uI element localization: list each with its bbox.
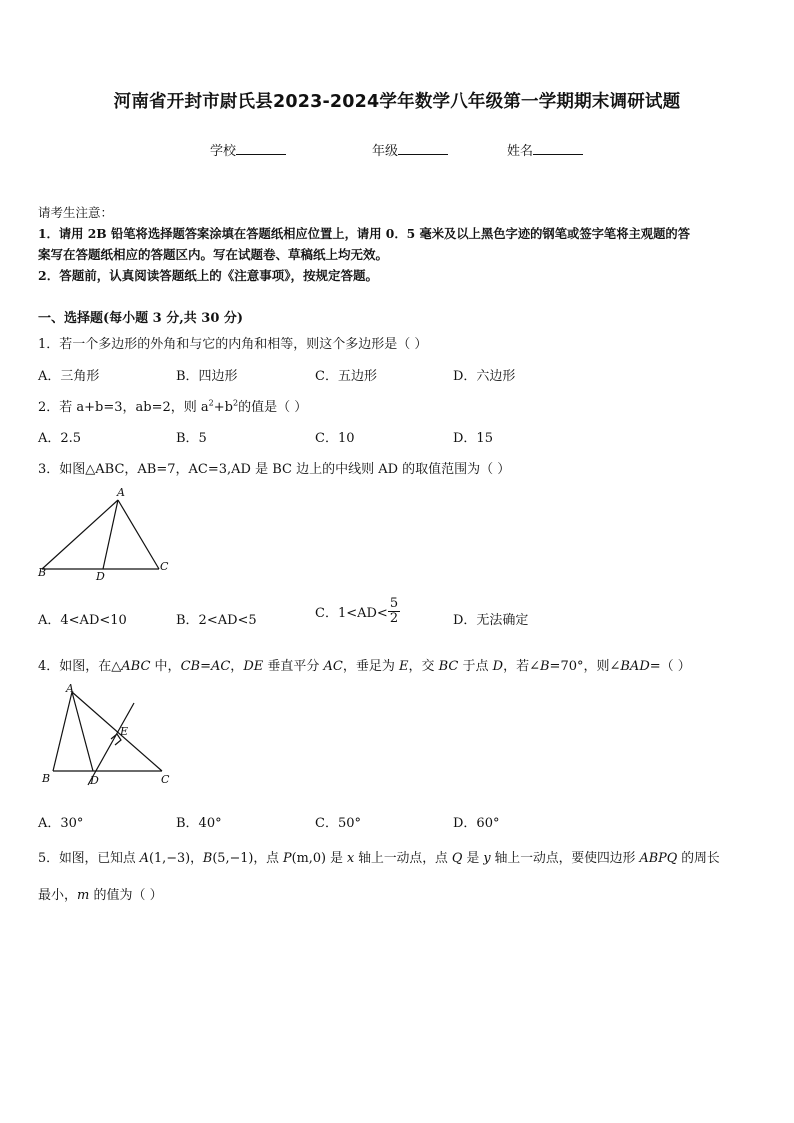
q3-triangle-figure [34, 484, 179, 584]
q5-s6: 是 [462, 851, 484, 866]
q4-option-d: D．60° [453, 816, 500, 831]
q5-s8: 的周长 [677, 851, 720, 866]
q4-d: D [492, 659, 504, 674]
q4-option-b: B．40° [176, 816, 222, 831]
q5-stem-line2 [38, 884, 163, 903]
q5-coord-a: (1,−3) [149, 851, 191, 866]
q3-label-d: D [96, 570, 105, 583]
q5-line2-post: 的值为（ ） [89, 888, 163, 903]
q5-point-q: Q [451, 851, 463, 866]
q4-perp-bisector-de [88, 703, 134, 785]
q4-segment-ad [72, 692, 93, 771]
q4-s1: 4．如图，在△ [38, 659, 122, 674]
q2-stem [38, 396, 307, 415]
page-title: 河南省开封市尉氏县2023-2024学年数学八年级第一学期期末调研试题 [113, 92, 681, 112]
name-field [507, 140, 583, 159]
q3-label-a: A [117, 486, 125, 499]
q4-side-ab [53, 692, 72, 771]
q2-option-a: A．2.5 [38, 431, 82, 446]
q5-coord-p: (m,0) [291, 851, 327, 866]
q4-s8: ，若∠ [503, 659, 540, 674]
q5-s1: 5．如图，已知点 [38, 851, 140, 866]
q5-line2-pre: 最小， [38, 888, 78, 903]
name-blank [533, 142, 583, 155]
q3-side-ac [118, 500, 159, 569]
q5-s3: ，点 [253, 851, 284, 866]
q4-s6: ，交 [408, 659, 439, 674]
q1-option-d: D．六边形 [453, 369, 516, 384]
q5-stem-line1 [38, 847, 720, 866]
q1-option-b: B．四边形 [176, 369, 238, 384]
q2-stem-mid: +b [213, 400, 233, 415]
q1-option-a: A．三角形 [38, 369, 100, 384]
q1-stem: 1．若一个多边形的外角和与它的内角和相等，则这个多边形是（ ） [38, 337, 428, 352]
q4-s4: 垂直平分 [263, 659, 324, 674]
notice-item2: 2．答题前，认真阅读答题纸上的《注意事项》，按规定答题。 [38, 268, 378, 283]
notice-item1-line1: 1．请用 2B 铅笔将选择题答案涂填在答题纸相应位置上，请用 0．5 毫米及以上黑色字迹的钢笔或签字笔将主观题的答 [38, 226, 690, 241]
q3-option-a: A．4<AD<10 [38, 613, 127, 628]
q4-s9: =70°，则∠ [549, 659, 621, 674]
notice-heading: 请考生注意： [38, 205, 114, 220]
q4-s2: 中， [150, 659, 181, 674]
q4-abc: ABC [121, 659, 151, 674]
q1-option-c: C．五边形 [315, 369, 377, 384]
q4-b: B [539, 659, 550, 674]
q5-point-a: A [139, 851, 150, 866]
q4-bad: BAD [620, 659, 650, 674]
q3-side-ab [42, 500, 118, 569]
q3-option-b: B．2<AD<5 [176, 613, 257, 628]
q4-option-c: C．50° [315, 816, 361, 831]
school-field [210, 140, 286, 159]
q5-abpq: ABPQ [639, 851, 678, 866]
section-heading: 一、选择题(每小题 3 分,共 30 分) [38, 311, 244, 326]
q4-label-c: C [161, 773, 170, 786]
q5-y: y [483, 851, 491, 866]
q5-s2: ， [190, 851, 203, 866]
q3-option-d: D．无法确定 [453, 613, 529, 628]
q4-side-ac [72, 692, 162, 771]
q5-s4: 是 [326, 851, 347, 866]
q4-ac: AC [323, 659, 343, 674]
q4-label-d: D [90, 774, 99, 787]
grade-field [372, 140, 448, 159]
fraction-numerator: 5 [389, 596, 399, 611]
q4-de: DE [243, 659, 264, 674]
q4-s3: ， [230, 659, 244, 674]
q3-label-c: C [160, 560, 169, 573]
q4-label-b: B [42, 772, 51, 785]
q5-coord-b: (5,−1) [212, 851, 254, 866]
fraction-denominator: 2 [389, 611, 399, 626]
q5-point-b: B [202, 851, 213, 866]
notice-item1-line2: 案写在答题纸相应的答题区内。写在试题卷、草稿纸上均无效。 [38, 247, 389, 262]
q5-point-p: P [283, 851, 292, 866]
q2-stem-post: 的值是（ ） [238, 400, 308, 415]
q4-triangle-figure [34, 682, 179, 792]
q5-x: x [346, 851, 355, 866]
name-label: 姓名 [507, 144, 534, 159]
q3-median-ad [103, 500, 118, 569]
q2-sup2: 2 [232, 398, 239, 408]
grade-blank [398, 142, 448, 155]
q3-option-c-fraction [388, 597, 400, 626]
q4-stem [38, 655, 691, 674]
school-blank [236, 142, 286, 155]
q3-option-c [315, 597, 400, 626]
q4-s5: ，垂足为 [342, 659, 399, 674]
q3-option-c-text: C．1<AD< [315, 606, 388, 621]
q2-stem-pre: 2．若 a+b=3，ab=2，则 a [38, 400, 209, 415]
school-label: 学校 [210, 144, 237, 159]
q4-s7: 于点 [458, 659, 493, 674]
q4-e: E [398, 659, 409, 674]
q5-s7: 轴上一动点，要使四边形 [490, 851, 640, 866]
q4-option-a: A．30° [38, 816, 84, 831]
q2-option-d: D．15 [453, 431, 493, 446]
q4-label-e: E [120, 725, 129, 738]
q2-option-c: C．10 [315, 431, 355, 446]
q2-option-b: B．5 [176, 431, 207, 446]
q5-s5: 轴上一动点，点 [354, 851, 452, 866]
q4-cbac: CB=AC [180, 659, 231, 674]
q4-bc: BC [438, 659, 459, 674]
q2-sup1: 2 [208, 398, 214, 408]
q4-label-a: A [66, 682, 74, 695]
q4-s10: =（ ） [649, 659, 691, 674]
q3-stem: 3．如图△ABC，AB=7，AC=3,AD 是 BC 边上的中线则 AD 的取值范围为（ ） [38, 462, 511, 477]
grade-label: 年级 [372, 144, 399, 159]
q3-label-b: B [38, 566, 47, 579]
q5-m: m [77, 888, 90, 903]
